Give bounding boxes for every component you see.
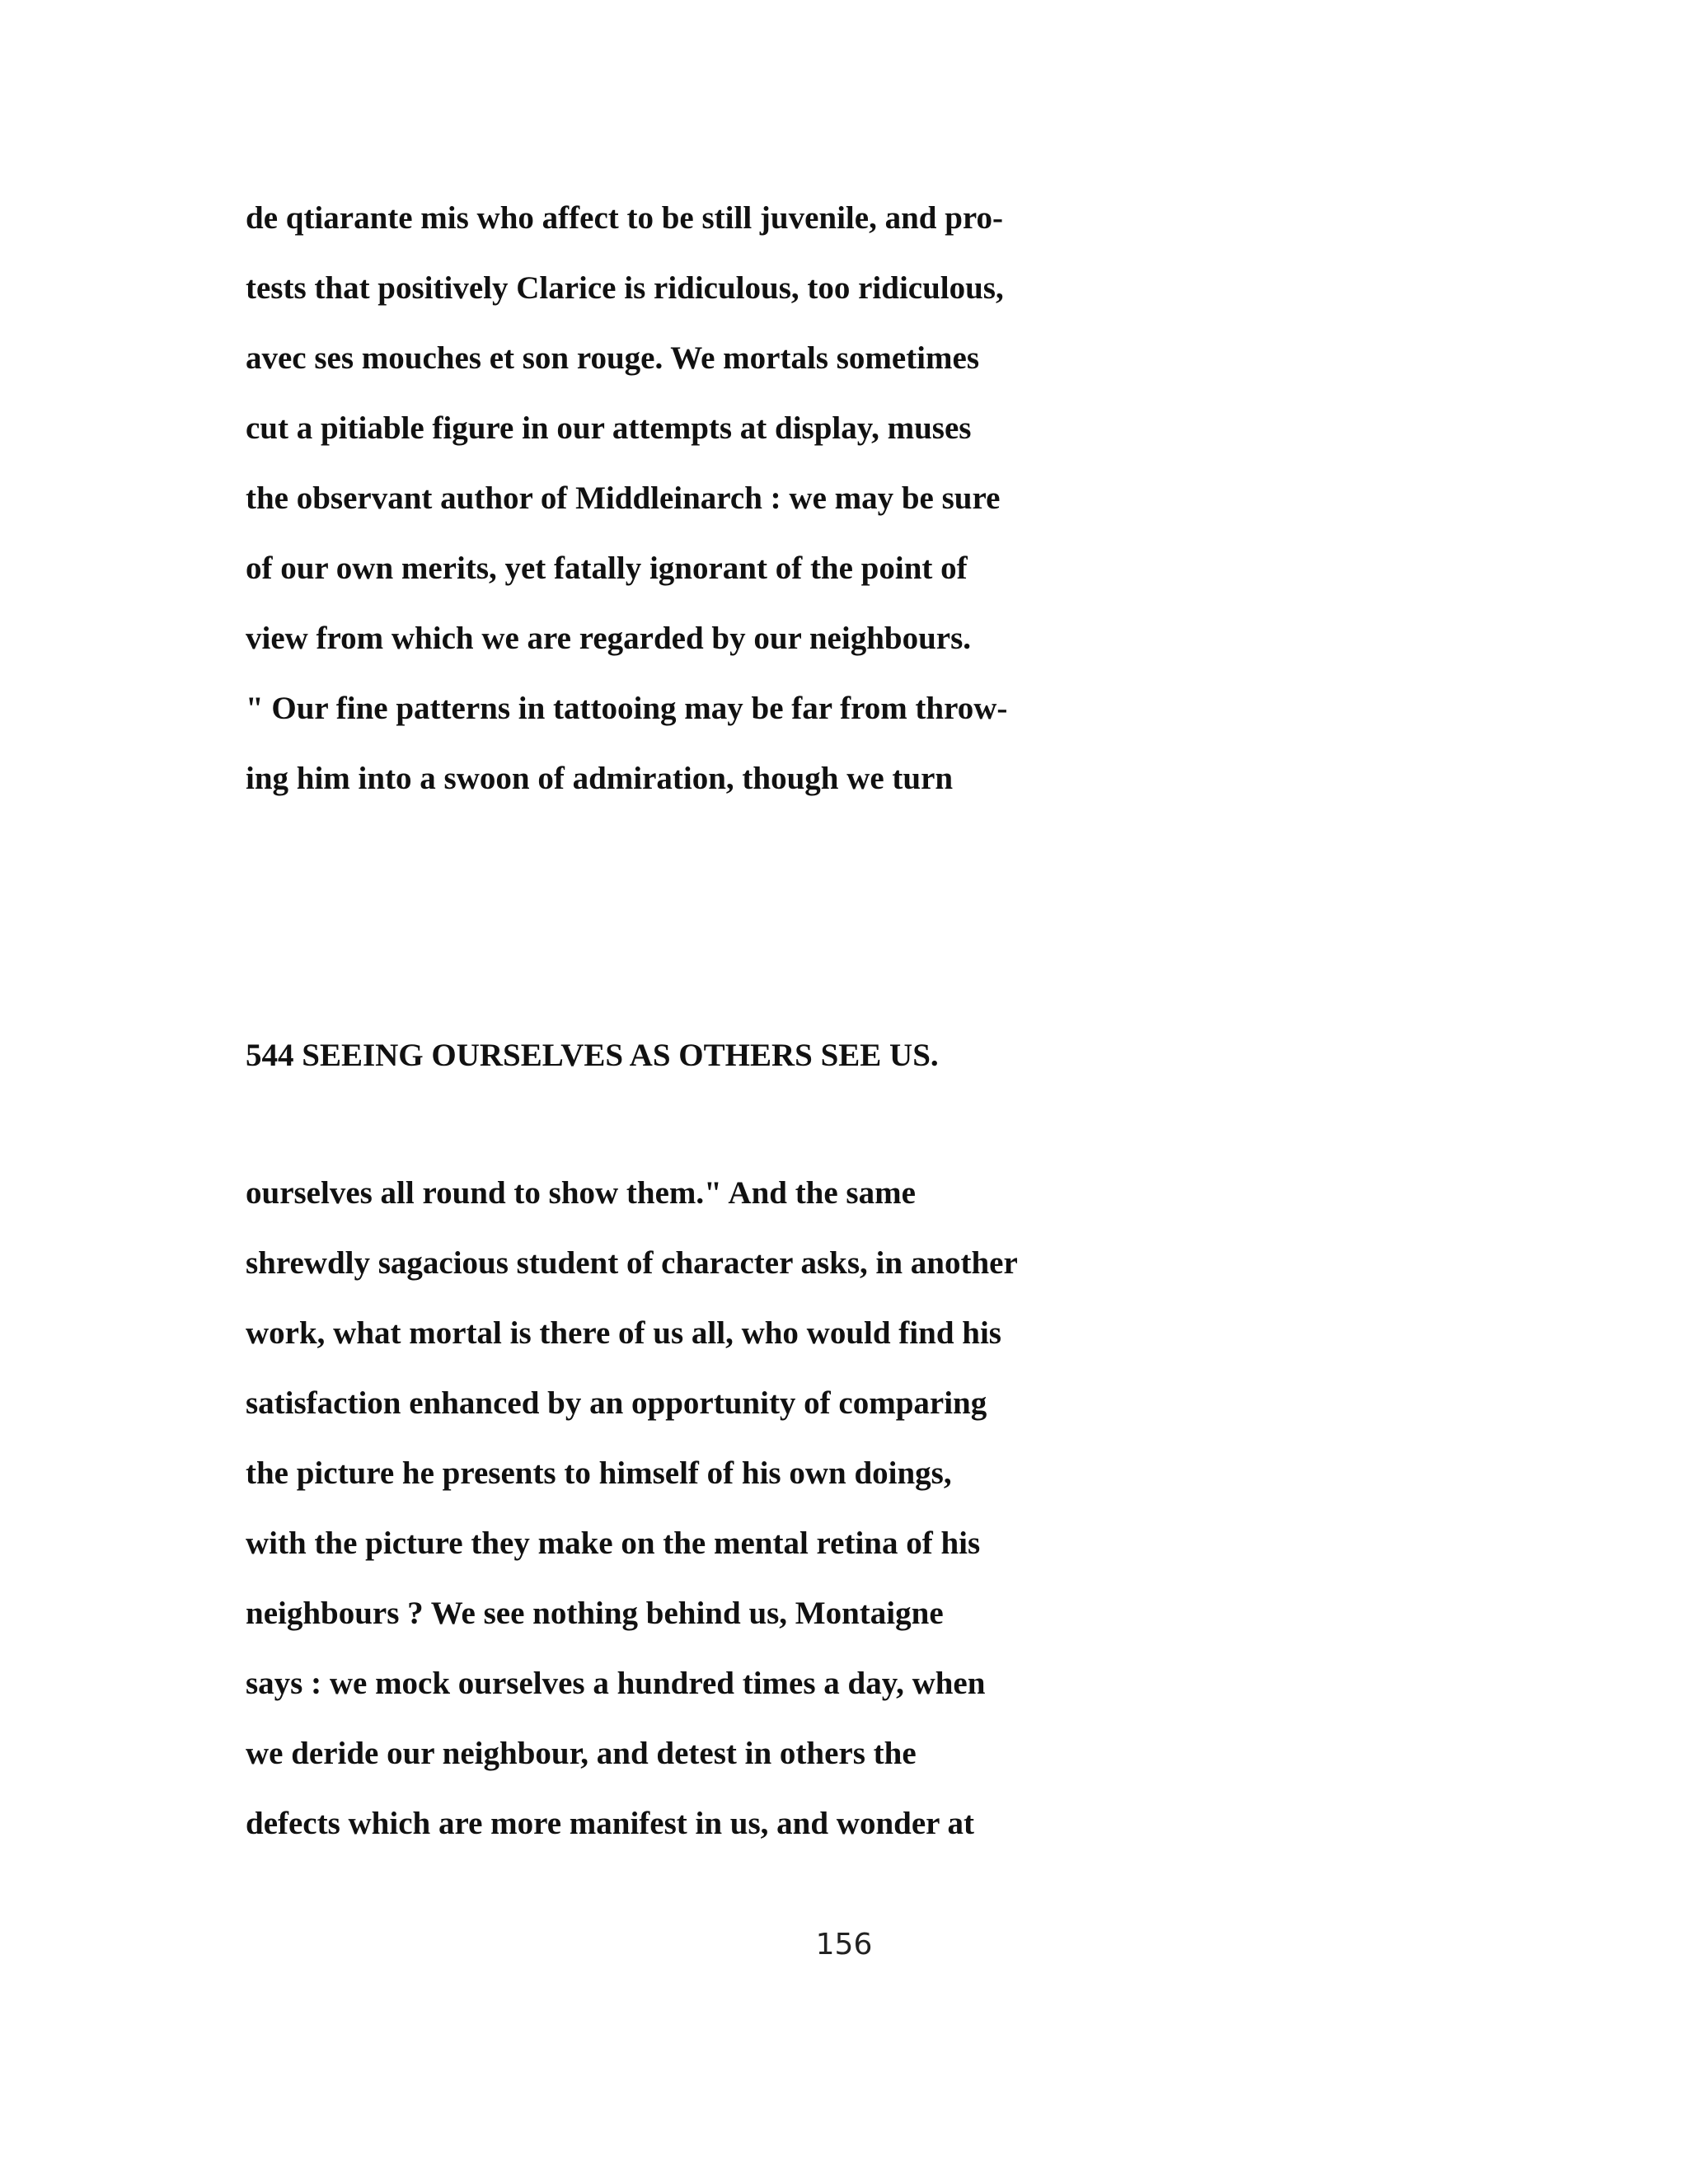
text-line: tests that positively Clarice is ridiculous, too ridiculous, (246, 270, 1004, 306)
text-line: with the picture they make on the mental retina of his (246, 1526, 981, 1561)
text-line: de qtiarante mis who affect to be still juvenile, and pro- (246, 200, 1003, 236)
text-line: ourselves all round to show them." And the same (246, 1175, 916, 1211)
text-line: work, what mortal is there of us all, who would find his (246, 1315, 1001, 1351)
page-number: 156 (815, 1928, 873, 1961)
text-line: of our own merits, yet fatally ignorant of the point of (246, 551, 968, 586)
top-paragraph (246, 183, 1482, 813)
text-line: we deride our neighbour, and detest in others the (246, 1736, 917, 1771)
text-line: shrewdly sagacious student of character asks, in another (246, 1245, 1018, 1281)
running-header: 544 SEEING OURSELVES AS OTHERS SEE US. (246, 1038, 939, 1073)
text-line: defects which are more manifest in us, and wonder at (246, 1806, 974, 1841)
bottom-paragraph (246, 1158, 1482, 1858)
text-line: avec ses mouches et son rouge. We mortals sometimes (246, 340, 979, 376)
text-line: says : we mock ourselves a hundred times a day, when (246, 1666, 986, 1701)
text-line: ing him into a swoon of admiration, though we turn (246, 761, 954, 796)
text-line: " Our fine patterns in tattooing may be far from throw- (246, 691, 1008, 726)
text-line: neighbours ? We see nothing behind us, Montaigne (246, 1596, 944, 1631)
text-line: satisfaction enhanced by an opportunity of comparing (246, 1385, 987, 1421)
text-line: view from which we are regarded by our neighbours. (246, 621, 972, 656)
text-line: the observant author of Middleinarch : we may be sure (246, 480, 1001, 516)
text-line: cut a pitiable figure in our attempts at display, muses (246, 410, 972, 446)
text-line: the picture he presents to himself of his own doings, (246, 1455, 952, 1491)
